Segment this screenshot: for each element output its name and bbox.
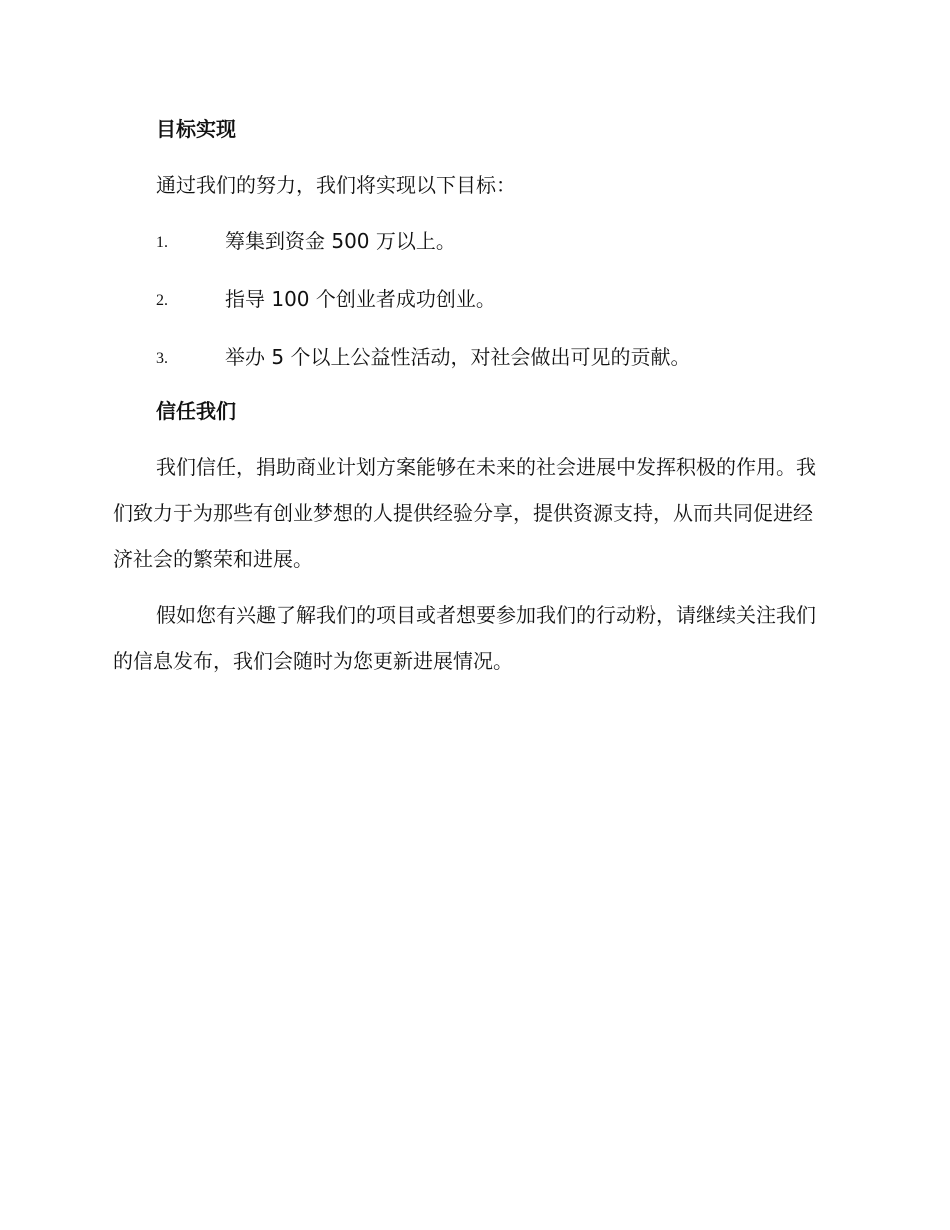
trust-paragraph-1: 我们信任，捐助商业计划方案能够在未来的社会进展中发挥积极的作用。我们致力于为那些有创业梦想的人提供经验分享，提供资源支持，从而共同促进经济社会的繁荣和进展。: [113, 455, 816, 571]
document-body: [113, 112, 831, 694]
trust-paragraph-2: 假如您有兴趣了解我们的项目或者想要参加我们的行动粉，请继续关注我们的信息发布，我们会随时为您更新进展情况。: [113, 603, 816, 673]
list-item-number: 1.: [156, 234, 168, 251]
list-item: [113, 224, 831, 258]
list-item: [113, 340, 831, 374]
section-heading-trust: 信任我们: [156, 399, 236, 423]
list-item-number: 3.: [156, 350, 168, 367]
section-heading-goals: 目标实现: [156, 117, 236, 141]
list-item-number: 2.: [156, 292, 168, 309]
list-item-text: 筹集到资金 500 万以上。: [225, 229, 456, 253]
goals-list: [113, 224, 831, 374]
goals-intro-paragraph: 通过我们的努力，我们将实现以下目标：: [156, 173, 516, 197]
list-item: [113, 282, 831, 316]
list-item-text: 指导 100 个创业者成功创业。: [225, 287, 496, 311]
list-item-text: 举办 5 个以上公益性活动，对社会做出可见的贡献。: [225, 345, 691, 369]
